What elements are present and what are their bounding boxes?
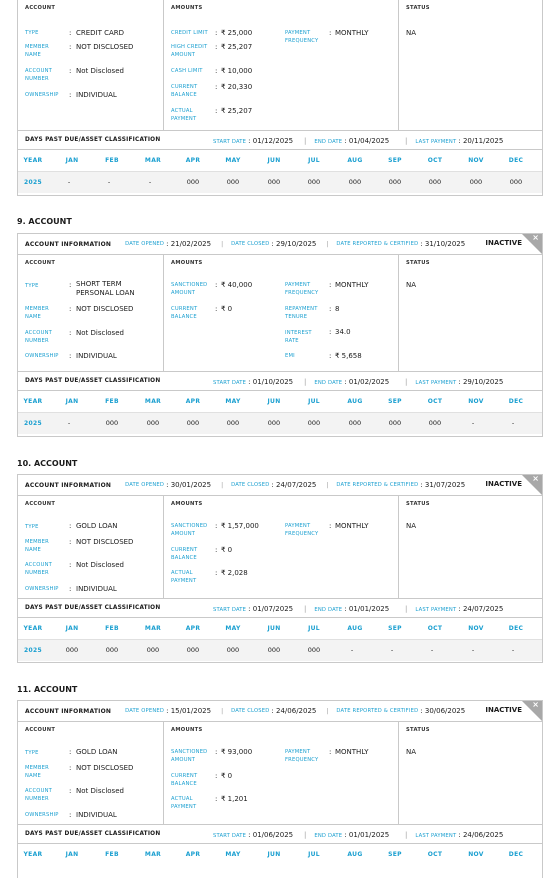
- date-reported-value: 31/10/2025: [424, 240, 466, 248]
- account-column-header: ACCOUNT: [25, 501, 56, 507]
- account-state-badge: INACTIVE: [485, 480, 522, 488]
- dpd-cell: 000: [307, 419, 321, 427]
- current-balance-value: ₹ 20,330: [221, 83, 253, 91]
- high-credit-value: ₹ 25,207: [221, 43, 253, 51]
- sanctioned-amount-label: SANCTIONED AMOUNT: [171, 523, 208, 537]
- emi-label: EMI: [285, 353, 295, 359]
- date-opened-label: DATE OPENED: [125, 482, 165, 488]
- account-number-label: ACCOUNT NUMBER: [25, 330, 53, 344]
- dpd-cell: 000: [146, 646, 160, 654]
- repayment-tenure-label: REPAYMENT TENURE: [285, 306, 318, 320]
- payment-frequency-value: MONTHLY: [335, 748, 369, 756]
- dpd-data-row: [18, 640, 542, 661]
- account-info-title: ACCOUNT INFORMATION: [25, 481, 112, 489]
- credit-limit-label: CREDIT LIMIT: [171, 30, 208, 36]
- sanctioned-amount-label: SANCTIONED AMOUNT: [171, 749, 208, 763]
- dpd-cell: 000: [388, 178, 402, 186]
- dpd-data-row: [18, 172, 542, 193]
- month-header: FEB: [105, 398, 119, 405]
- dpd-cell: 000: [428, 178, 442, 186]
- current-balance-label: CURRENT BALANCE: [171, 306, 198, 320]
- status-column-header: STATUS: [406, 501, 430, 507]
- cash-limit-label: CASH LIMIT: [171, 68, 203, 74]
- account-info-title: ACCOUNT INFORMATION: [25, 707, 112, 715]
- actual-payment-value: ₹ 25,207: [221, 107, 253, 115]
- ownership-label: OWNERSHIP: [25, 353, 59, 359]
- actual-payment-label: ACTUAL PAYMENT: [171, 570, 197, 584]
- last-payment: | LAST PAYMENT : 20/11/2025: [405, 137, 504, 145]
- month-header: OCT: [427, 157, 443, 164]
- month-header: DEC: [508, 851, 524, 858]
- year-header: YEAR: [23, 157, 43, 164]
- high-credit-label: HIGH CREDIT AMOUNT: [171, 44, 208, 58]
- date-opened-label: DATE OPENED: [125, 708, 165, 714]
- end-date: | END DATE : 01/01/2025: [304, 831, 390, 839]
- month-header: OCT: [427, 625, 443, 632]
- dpd-bar: [18, 130, 542, 150]
- account-number-label: ACCOUNT NUMBER: [25, 562, 53, 576]
- member-name-value: NOT DISCLOSED: [76, 305, 134, 313]
- payment-frequency-value: MONTHLY: [335, 281, 369, 289]
- date-reported-label: DATE REPORTED & CERTIFIED: [336, 708, 419, 714]
- cash-limit-value: ₹ 10,000: [221, 67, 253, 75]
- dpd-bar: [18, 371, 542, 391]
- dpd-cell: 000: [348, 178, 362, 186]
- dpd-cell: -: [107, 178, 111, 186]
- actual-payment-value: ₹ 1,201: [221, 795, 248, 803]
- month-header: FEB: [105, 625, 119, 632]
- actual-payment-label: ACTUAL PAYMENT: [171, 108, 197, 122]
- member-name-value: NOT DISCLOSED: [76, 538, 134, 546]
- month-header: SEP: [388, 157, 402, 164]
- account-card-8: [17, 0, 543, 196]
- account-info-bar: ACCOUNT INFORMATION DATE OPENED : 21/02/2025 | DATE CLOSED : 29/10/2025 | DATE REPORTED & CERTIFIED : 31/10/2025 INACTIVE ×: [18, 234, 542, 255]
- dpd-cell: -: [148, 178, 152, 186]
- account-column-header: ACCOUNT: [25, 5, 56, 11]
- month-header: NOV: [468, 851, 484, 858]
- month-header: NOV: [468, 398, 484, 405]
- month-header: JAN: [65, 851, 79, 858]
- date-closed-label: DATE CLOSED: [231, 708, 270, 714]
- month-header: DEC: [508, 398, 524, 405]
- type-label: TYPE: [25, 524, 39, 530]
- current-balance-label: CURRENT BALANCE: [171, 773, 198, 787]
- end-date: | END DATE : 01/01/2025: [304, 605, 390, 613]
- account-number-value: Not Disclosed: [76, 561, 124, 569]
- dpd-cell: -: [390, 646, 394, 654]
- dpd-title: DAYS PAST DUE/ASSET CLASSIFICATION: [25, 378, 161, 384]
- month-header: AUG: [347, 157, 363, 164]
- account-column: ACCOUNT TYPE : GOLD LOAN MEMBER NAME : NOT DISCLOSED ACCOUNT NUMBER : Not Disclosed OWNERSHIP : INDIVIDUAL: [18, 722, 164, 824]
- date-opened-label: DATE OPENED: [125, 241, 165, 247]
- dpd-cell: -: [350, 646, 354, 654]
- account-column-header: ACCOUNT: [25, 727, 56, 733]
- dpd-cell: 000: [267, 419, 281, 427]
- member-name-label: MEMBER NAME: [25, 765, 49, 779]
- dpd-cell: 000: [348, 419, 362, 427]
- amounts-column: AMOUNTS SANCTIONED AMOUNT : ₹ 1,57,000 CURRENT BALANCE : ₹ 0 ACTUAL PAYMENT : ₹ 2,028 PAYMENT FREQUENCY : MONTHLY: [164, 496, 399, 598]
- status-column-header: STATUS: [406, 5, 430, 11]
- sanctioned-amount-value: ₹ 93,000: [221, 748, 253, 756]
- dpd-cell: 000: [307, 178, 321, 186]
- dpd-cell: -: [471, 646, 475, 654]
- dpd-title: DAYS PAST DUE/ASSET CLASSIFICATION: [25, 137, 161, 143]
- last-payment: | LAST PAYMENT : 29/10/2025: [405, 378, 504, 386]
- month-header: MAY: [225, 398, 241, 405]
- dpd-cell: 000: [226, 178, 240, 186]
- dpd-data-row: [18, 413, 542, 434]
- amounts-column: AMOUNTS SANCTIONED AMOUNT : ₹ 93,000 CURRENT BALANCE : ₹ 0 ACTUAL PAYMENT : ₹ 1,201 PAYMENT FREQUENCY : MONTHLY: [164, 722, 399, 824]
- account-column: ACCOUNT TYPE : SHORT TERM PERSONAL LOAN MEMBER NAME : NOT DISCLOSED ACCOUNT NUMBER : Not Disclosed OWNERSHIP : INDIVIDUAL: [18, 255, 164, 371]
- status-value: NA: [406, 522, 417, 530]
- month-header: MAY: [225, 851, 241, 858]
- dpd-cell: 000: [428, 419, 442, 427]
- dpd-cell: 000: [469, 178, 483, 186]
- current-balance-label: CURRENT BALANCE: [171, 547, 198, 561]
- dpd-bar: [18, 824, 542, 844]
- account-state-badge: INACTIVE: [485, 706, 522, 714]
- amounts-column-header: AMOUNTS: [171, 5, 203, 11]
- start-date: START DATE : 01/10/2025: [213, 378, 294, 386]
- account-info-bar: ACCOUNT INFORMATION DATE OPENED : 15/01/2025 | DATE CLOSED : 24/06/2025 | DATE REPORTED & CERTIFIED : 30/06/2025 INACTIVE ×: [18, 701, 542, 722]
- close-icon[interactable]: ×: [532, 233, 539, 242]
- month-header: JUL: [308, 851, 320, 858]
- month-header: JUL: [308, 625, 320, 632]
- type-value: GOLD LOAN: [76, 522, 118, 530]
- interest-rate-value: 34.0: [335, 328, 351, 336]
- ownership-value: INDIVIDUAL: [76, 585, 117, 593]
- dpd-cell: 000: [186, 419, 200, 427]
- ownership-label: OWNERSHIP: [25, 812, 59, 818]
- current-balance-label: CURRENT BALANCE: [171, 84, 198, 98]
- account-card-11: [17, 700, 543, 878]
- months-header-row: [18, 618, 542, 640]
- payment-frequency-label: PAYMENT FREQUENCY: [285, 749, 319, 763]
- status-value: NA: [406, 29, 417, 37]
- payment-frequency-label: PAYMENT FREQUENCY: [285, 30, 319, 44]
- dpd-cell: 000: [509, 178, 523, 186]
- dpd-cell: 000: [267, 646, 281, 654]
- current-balance-value: ₹ 0: [221, 305, 233, 313]
- member-name-label: MEMBER NAME: [25, 539, 49, 553]
- account-column: ACCOUNT TYPE : CREDIT CARD MEMBER NAME : NOT DISCLOSED ACCOUNT NUMBER : Not Disclosed OWNERSHIP : INDIVIDUAL: [18, 0, 164, 130]
- year-header: YEAR: [23, 625, 43, 632]
- dpd-cell: 000: [146, 419, 160, 427]
- status-column: [399, 496, 542, 598]
- ownership-label: OWNERSHIP: [25, 586, 59, 592]
- member-name-value: NOT DISCLOSED: [76, 764, 134, 772]
- month-header: JAN: [65, 157, 79, 164]
- month-header: SEP: [388, 851, 402, 858]
- month-header: NOV: [468, 157, 484, 164]
- actual-payment-value: ₹ 2,028: [221, 569, 248, 577]
- section-title-account-9: 9. ACCOUNT: [17, 217, 72, 226]
- status-column-header: STATUS: [406, 727, 430, 733]
- status-column: [399, 0, 542, 130]
- month-header: DEC: [508, 625, 524, 632]
- account-card-10: [17, 474, 543, 663]
- months-header-row: [18, 150, 542, 172]
- account-number-label: ACCOUNT NUMBER: [25, 788, 53, 802]
- dpd-cell: 000: [307, 646, 321, 654]
- dpd-cell: 000: [226, 646, 240, 654]
- date-opened-value: 30/01/2025: [170, 481, 212, 489]
- dpd-cell: -: [430, 646, 434, 654]
- account-info-title: ACCOUNT INFORMATION: [25, 240, 112, 248]
- date-reported-value: 30/06/2025: [424, 707, 466, 715]
- close-icon[interactable]: ×: [532, 700, 539, 709]
- month-header: JUN: [267, 398, 281, 405]
- month-header: SEP: [388, 625, 402, 632]
- type-label: TYPE: [25, 750, 39, 756]
- dpd-title: DAYS PAST DUE/ASSET CLASSIFICATION: [25, 605, 161, 611]
- account-info-bar: ACCOUNT INFORMATION DATE OPENED : 30/01/2025 | DATE CLOSED : 24/07/2025 | DATE REPORTED & CERTIFIED : 31/07/2025 INACTIVE ×: [18, 475, 542, 496]
- month-header: AUG: [347, 625, 363, 632]
- status-value: NA: [406, 748, 417, 756]
- month-header: FEB: [105, 851, 119, 858]
- date-closed-value: 29/10/2025: [276, 240, 317, 248]
- sanctioned-amount-value: ₹ 1,57,000: [221, 522, 259, 530]
- payment-frequency-label: PAYMENT FREQUENCY: [285, 523, 319, 537]
- dpd-cell: 000: [186, 178, 200, 186]
- month-header: MAY: [225, 625, 241, 632]
- month-header: OCT: [427, 851, 443, 858]
- amounts-column-header: AMOUNTS: [171, 727, 203, 733]
- start-date: START DATE : 01/06/2025: [213, 831, 294, 839]
- account-card-9: [17, 233, 543, 437]
- account-state-badge: INACTIVE: [485, 239, 522, 247]
- month-header: SEP: [388, 398, 402, 405]
- member-name-value: NOT DISCLOSED: [76, 43, 134, 51]
- section-title-account-11: 11. ACCOUNT: [17, 685, 78, 694]
- dpd-title: DAYS PAST DUE/ASSET CLASSIFICATION: [25, 831, 161, 837]
- type-label: TYPE: [25, 283, 39, 289]
- start-date: START DATE : 01/12/2025: [213, 137, 294, 145]
- current-balance-value: ₹ 0: [221, 546, 233, 554]
- status-column: [399, 255, 542, 371]
- dpd-cell: -: [511, 419, 515, 427]
- last-payment: | LAST PAYMENT : 24/07/2025: [405, 605, 504, 613]
- dpd-cell: 000: [186, 646, 200, 654]
- ownership-value: INDIVIDUAL: [76, 352, 117, 360]
- credit-limit-value: ₹ 25,000: [221, 29, 253, 37]
- section-title-account-10: 10. ACCOUNT: [17, 459, 78, 468]
- member-name-label: MEMBER NAME: [25, 44, 49, 58]
- dpd-cell: -: [67, 419, 71, 427]
- type-value: CREDIT CARD: [76, 29, 125, 37]
- date-closed-value: 24/06/2025: [276, 707, 317, 715]
- account-column: ACCOUNT TYPE : GOLD LOAN MEMBER NAME : NOT DISCLOSED ACCOUNT NUMBER : Not Disclosed OWNERSHIP : INDIVIDUAL: [18, 496, 164, 598]
- month-header: APR: [185, 157, 201, 164]
- account-column-header: ACCOUNT: [25, 260, 56, 266]
- amounts-column-header: AMOUNTS: [171, 260, 203, 266]
- dpd-cell: 000: [65, 646, 79, 654]
- account-number-value: Not Disclosed: [76, 329, 124, 337]
- ownership-value: INDIVIDUAL: [76, 811, 117, 819]
- month-header: APR: [185, 398, 201, 405]
- end-date: | END DATE : 01/02/2025: [304, 378, 390, 386]
- actual-payment-label: ACTUAL PAYMENT: [171, 796, 197, 810]
- account-number-label: ACCOUNT NUMBER: [25, 68, 53, 82]
- dpd-cell: -: [471, 419, 475, 427]
- month-header: AUG: [347, 851, 363, 858]
- last-payment: | LAST PAYMENT : 24/06/2025: [405, 831, 504, 839]
- payment-frequency-value: MONTHLY: [335, 522, 369, 530]
- account-number-value: Not Disclosed: [76, 787, 124, 795]
- month-header: MAR: [144, 851, 162, 858]
- month-header: MAY: [225, 157, 241, 164]
- month-header: JUN: [267, 157, 281, 164]
- dpd-cell: 000: [388, 419, 402, 427]
- date-opened-value: 21/02/2025: [170, 240, 212, 248]
- months-header-row: [18, 391, 542, 413]
- dpd-cell: -: [511, 646, 515, 654]
- emi-value: ₹ 5,658: [335, 352, 362, 360]
- member-name-label: MEMBER NAME: [25, 306, 49, 320]
- payment-frequency-label: PAYMENT FREQUENCY: [285, 282, 319, 296]
- account-number-value: Not Disclosed: [76, 67, 124, 75]
- amounts-column-header: AMOUNTS: [171, 501, 203, 507]
- dpd-bar: [18, 598, 542, 618]
- sanctioned-amount-value: ₹ 40,000: [221, 281, 253, 289]
- type-value: SHORT TERM PERSONAL LOAN: [76, 280, 135, 297]
- month-header: APR: [185, 851, 201, 858]
- dpd-cell: 000: [105, 646, 119, 654]
- month-header: FEB: [105, 157, 119, 164]
- dpd-cell: -: [67, 178, 71, 186]
- month-header: JAN: [65, 625, 79, 632]
- month-header: OCT: [427, 398, 443, 405]
- date-reported-value: 31/07/2025: [424, 481, 466, 489]
- date-opened-value: 15/01/2025: [170, 707, 212, 715]
- date-closed-label: DATE CLOSED: [231, 482, 270, 488]
- start-date: START DATE : 01/07/2025: [213, 605, 294, 613]
- year-value: 2025: [24, 179, 42, 186]
- year-value: 2025: [24, 420, 42, 427]
- status-column-header: STATUS: [406, 260, 430, 266]
- month-header: JUN: [267, 851, 281, 858]
- month-header: APR: [185, 625, 201, 632]
- dpd-cell: 000: [105, 419, 119, 427]
- month-header: JUL: [308, 157, 320, 164]
- year-value: 2025: [24, 647, 42, 654]
- dpd-cell: 000: [226, 419, 240, 427]
- month-header: JUN: [267, 625, 281, 632]
- month-header: MAR: [144, 157, 162, 164]
- month-header: NOV: [468, 625, 484, 632]
- type-value: GOLD LOAN: [76, 748, 118, 756]
- year-header: YEAR: [23, 851, 43, 858]
- sanctioned-amount-label: SANCTIONED AMOUNT: [171, 282, 208, 296]
- month-header: JAN: [65, 398, 79, 405]
- payment-frequency-value: MONTHLY: [335, 29, 369, 37]
- status-value: NA: [406, 281, 417, 289]
- end-date: | END DATE : 01/04/2025: [304, 137, 390, 145]
- close-icon[interactable]: ×: [532, 474, 539, 483]
- date-reported-label: DATE REPORTED & CERTIFIED: [336, 482, 419, 488]
- status-column: [399, 722, 542, 824]
- date-reported-label: DATE REPORTED & CERTIFIED: [336, 241, 419, 247]
- amounts-column: AMOUNTS SANCTIONED AMOUNT : ₹ 40,000 CURRENT BALANCE : ₹ 0 PAYMENT FREQUENCY : MONTHLY REPAYMENT TENURE : 8 INTEREST RATE : 34.0 EMI : ₹ 5,658: [164, 255, 399, 371]
- month-header: MAR: [144, 625, 162, 632]
- month-header: DEC: [508, 157, 524, 164]
- ownership-value: INDIVIDUAL: [76, 91, 117, 99]
- month-header: MAR: [144, 398, 162, 405]
- amounts-column: AMOUNTS CREDIT LIMIT : ₹ 25,000 HIGH CREDIT AMOUNT : ₹ 25,207 CASH LIMIT : ₹ 10,000 CURRENT BALANCE : ₹ 20,330 ACTUAL PAYMENT : ₹ 25,207 PAYMENT FREQUENCY : MONTHLY: [164, 0, 399, 130]
- current-balance-value: ₹ 0: [221, 772, 233, 780]
- type-label: TYPE: [25, 30, 39, 36]
- repayment-tenure-value: 8: [335, 305, 340, 313]
- months-header-row: [18, 844, 542, 866]
- dpd-cell: 000: [267, 178, 281, 186]
- date-closed-label: DATE CLOSED: [231, 241, 270, 247]
- month-header: AUG: [347, 398, 363, 405]
- date-closed-value: 24/07/2025: [276, 481, 317, 489]
- month-header: JUL: [308, 398, 320, 405]
- ownership-label: OWNERSHIP: [25, 92, 59, 98]
- year-header: YEAR: [23, 398, 43, 405]
- interest-rate-label: INTEREST RATE: [285, 330, 312, 344]
